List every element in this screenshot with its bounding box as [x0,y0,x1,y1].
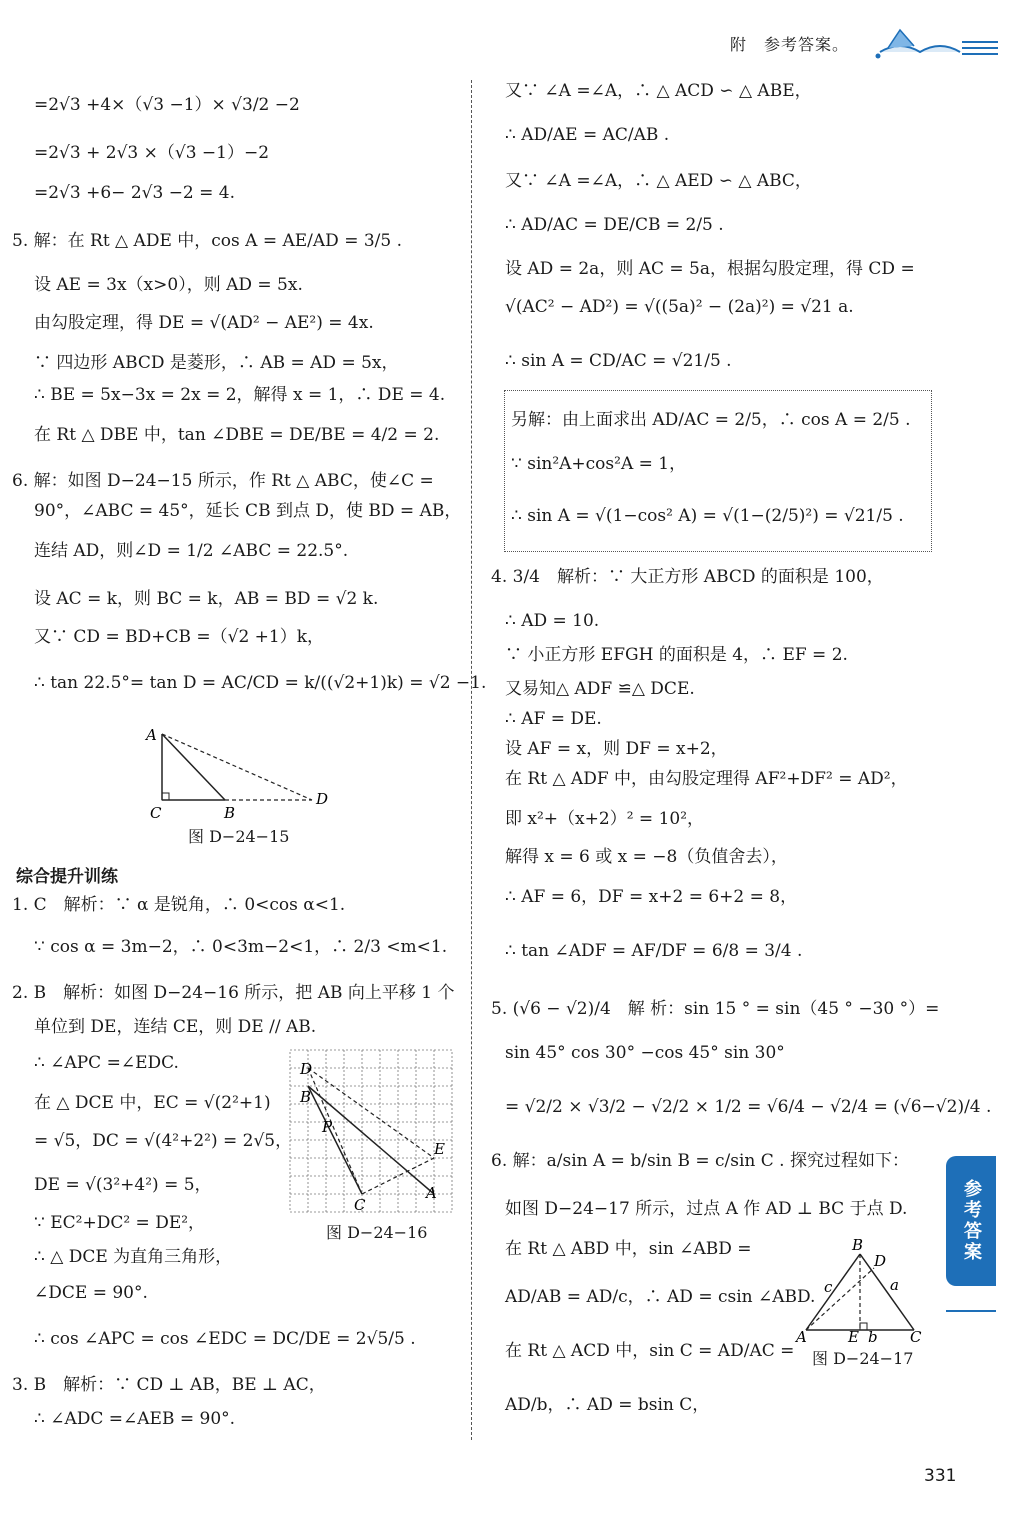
text-line: 90°，∠ABC = 45°，延长 CB 到点 D，使 BD = AB， [34,501,462,521]
label-c-side: c [824,1278,833,1296]
label-a: A [426,1184,437,1202]
text-line: ∴ AD = 10. [505,611,600,631]
label-d: D [300,1060,313,1078]
text-line: 在 Rt △ ACD 中，sin C = AD/AC = [505,1341,795,1361]
text-line: ∵ sin²A+cos²A = 1， [511,454,687,474]
label-b: B [852,1236,864,1254]
book-logo-icon [870,22,1000,62]
text-line: ∴ AD/AE = AC/AB . [505,125,670,145]
problem-2: 2. B 解析：如图 D−24−16 所示，把 AB 向上平移 1 个 [12,983,455,1003]
text-line: 又易知△ ADF ≌△ DCE. [505,679,695,699]
answer-section-tab[interactable]: 参考答案 [946,1156,996,1286]
text-line: ∵ EC²+DC² = DE²， [34,1213,206,1233]
label-e: E [434,1140,445,1158]
text-line: ∵ 四边形 ABCD 是菱形，∴ AB = AD = 5x， [34,353,399,373]
text-line: ∴ △ DCE 为直角三角形， [34,1247,233,1267]
text-line: ∠DCE = 90°. [34,1283,148,1303]
text-line: DE = √(3²+4²) = 5， [34,1175,212,1195]
column-divider [471,80,472,1440]
text-line: AD/b，∴ AD = bsin C， [505,1395,710,1415]
problem-5: 5. (√6 − √2)/4 解 析：sin 15 ° = sin（45 ° −30 °）= [491,999,940,1019]
text-line: ∴ ∠ADC =∠AEB = 90°. [34,1409,236,1429]
label-b: B [300,1088,312,1106]
text-line: 单位到 DE，连结 CE，则 DE // AB. [34,1017,317,1037]
text-line: 又∵ ∠A =∠A，∴ △ ACD ∽ △ ABE， [505,81,812,101]
text-line: 连结 AD，则∠D = 1/2 ∠ABC = 22.5°. [34,541,349,561]
tab-divider [946,1310,996,1312]
text-line: 设 AC = k，则 BC = k，AB = BD = √2 k. [34,589,379,609]
label-b-side: b [868,1328,878,1346]
figure-caption: 图 D−24−15 [188,827,290,846]
text-line: 又∵ ∠A =∠A，∴ △ AED ∽ △ ABC， [505,171,812,191]
text-line: 又∵ CD = BD+CB =（√2 +1）k， [34,627,325,647]
label-p: P [322,1118,333,1136]
text-line: 另解：由上面求出 AD/AC = 2/5，∴ cos A = 2/5 . [511,410,911,430]
text-line: ∴ tan ∠ADF = AF/DF = 6/8 = 3/4 . [505,941,803,961]
text-line: =2√3 +6− 2√3 −2 = 4. [34,183,236,203]
text-line: ∴ AD/AC = DE/CB = 2/5 . [505,215,724,235]
text-line: sin 45° cos 30° −cos 45° sin 30° [505,1043,785,1063]
text-line: 解得 x = 6 或 x = −8（负值舍去）， [505,847,788,867]
label-d: D [874,1252,887,1270]
text-line: ∴ AF = DE. [505,709,602,729]
label-a: A [796,1328,807,1346]
text-line: 设 AE = 3x（x>0），则 AD = 5x. [34,275,303,295]
problem-5: 5. 解：在 Rt △ ADE 中，cos A = AE/AD = 3/5 . [12,231,403,251]
text-line: ∴ BE = 5x−3x = 2x = 2，解得 x = 1，∴ DE = 4. [34,385,446,405]
label-c: C [910,1328,922,1346]
problem-3: 3. B 解析：∵ CD ⊥ AB，BE ⊥ AC， [12,1375,326,1395]
text-line: √(AC² − AD²) = √((5a)² − (2a)²) = √21 a. [505,297,854,317]
label-d: D [316,790,329,808]
label-b: B [224,804,236,822]
figure-caption: 图 D−24−17 [812,1349,914,1368]
alternative-solution-box [504,390,932,552]
text-line: =2√3 + 2√3 ×（√3 −1）−2 [34,143,270,163]
figure-d-24-17 [794,1236,934,1346]
figure-caption: 图 D−24−16 [326,1223,428,1242]
text-line: 在 Rt △ ADF 中，由勾股定理得 AF²+DF² = AD²， [505,769,908,789]
page-header [700,22,1000,62]
header-title: 附 参考答案。 [730,35,850,54]
label-e: E [848,1328,859,1346]
text-line: ∴ tan 22.5°= tan D = AC/CD = k/((√2+1)k) = √2 −1. [34,673,487,693]
text-line: ∴ cos ∠APC = cos ∠EDC = DC/DE = 2√5/5 . [34,1329,416,1349]
text-line: AD/AB = AD/c，∴ AD = csin ∠ABD. [505,1287,816,1307]
problem-6: 6. 解：如图 D−24−15 所示，作 Rt △ ABC，使∠C = [12,471,434,491]
text-line: 由勾股定理，得 DE = √(AD² − AE²) = 4x. [34,313,374,333]
text-line: 在 Rt △ ABD 中，sin ∠ABD = [505,1239,752,1259]
page-number: 331 [924,1466,957,1486]
problem-1: 1. C 解析：∵ α 是锐角，∴ 0<cos α<1. [12,895,346,915]
text-line: ∴ sin A = √(1−cos² A) = √(1−(2/5)²) = √21/5 . [511,506,904,526]
label-c: C [354,1196,366,1214]
label-a: A [146,726,157,744]
text-line: 设 AD = 2a，则 AC = 5a，根据勾股定理，得 CD = [505,259,915,279]
text-line: 如图 D−24−17 所示，过点 A 作 AD ⊥ BC 于点 D. [505,1199,908,1219]
text-line: ∴ ∠APC =∠EDC. [34,1053,179,1073]
text-line: 即 x²+（x+2）² = 10²， [505,809,705,829]
text-line: 在 Rt △ DBE 中，tan ∠DBE = DE/BE = 4/2 = 2. [34,425,440,445]
text-line: 设 AF = x，则 DF = x+2， [505,739,728,759]
text-line: =2√3 +4×（√3 −1）× √3/2 −2 [34,95,300,115]
text-line: = √2/2 × √3/2 − √2/2 × 1/2 = √6/4 − √2/4 = (√6−√2)/4 . [505,1097,992,1117]
text-line: ∵ 小正方形 EFGH 的面积是 4，∴ EF = 2. [505,645,848,665]
section-heading: 综合提升训练 [16,867,118,887]
figure-d-24-16 [288,1048,454,1216]
problem-6: 6. 解：a/sin A = b/sin B = c/sin C . 探究过程如下： [491,1151,909,1171]
text-line: 在 △ DCE 中，EC = √(2²+1) [34,1093,271,1113]
label-a-side: a [890,1276,899,1294]
problem-4: 4. 3/4 解析：∵ 大正方形 ABCD 的面积是 100， [491,567,884,587]
text-line: ∴ AF = 6，DF = x+2 = 6+2 = 8， [505,887,798,907]
text-line: ∵ cos α = 3m−2，∴ 0<3m−2<1，∴ 2/3 <m<1. [34,937,448,957]
text-line: = √5，DC = √(4²+2²) = 2√5， [34,1131,293,1151]
label-c: C [150,804,162,822]
text-line: ∴ sin A = CD/AC = √21/5 . [505,351,732,371]
figure-d-24-15 [140,722,340,822]
